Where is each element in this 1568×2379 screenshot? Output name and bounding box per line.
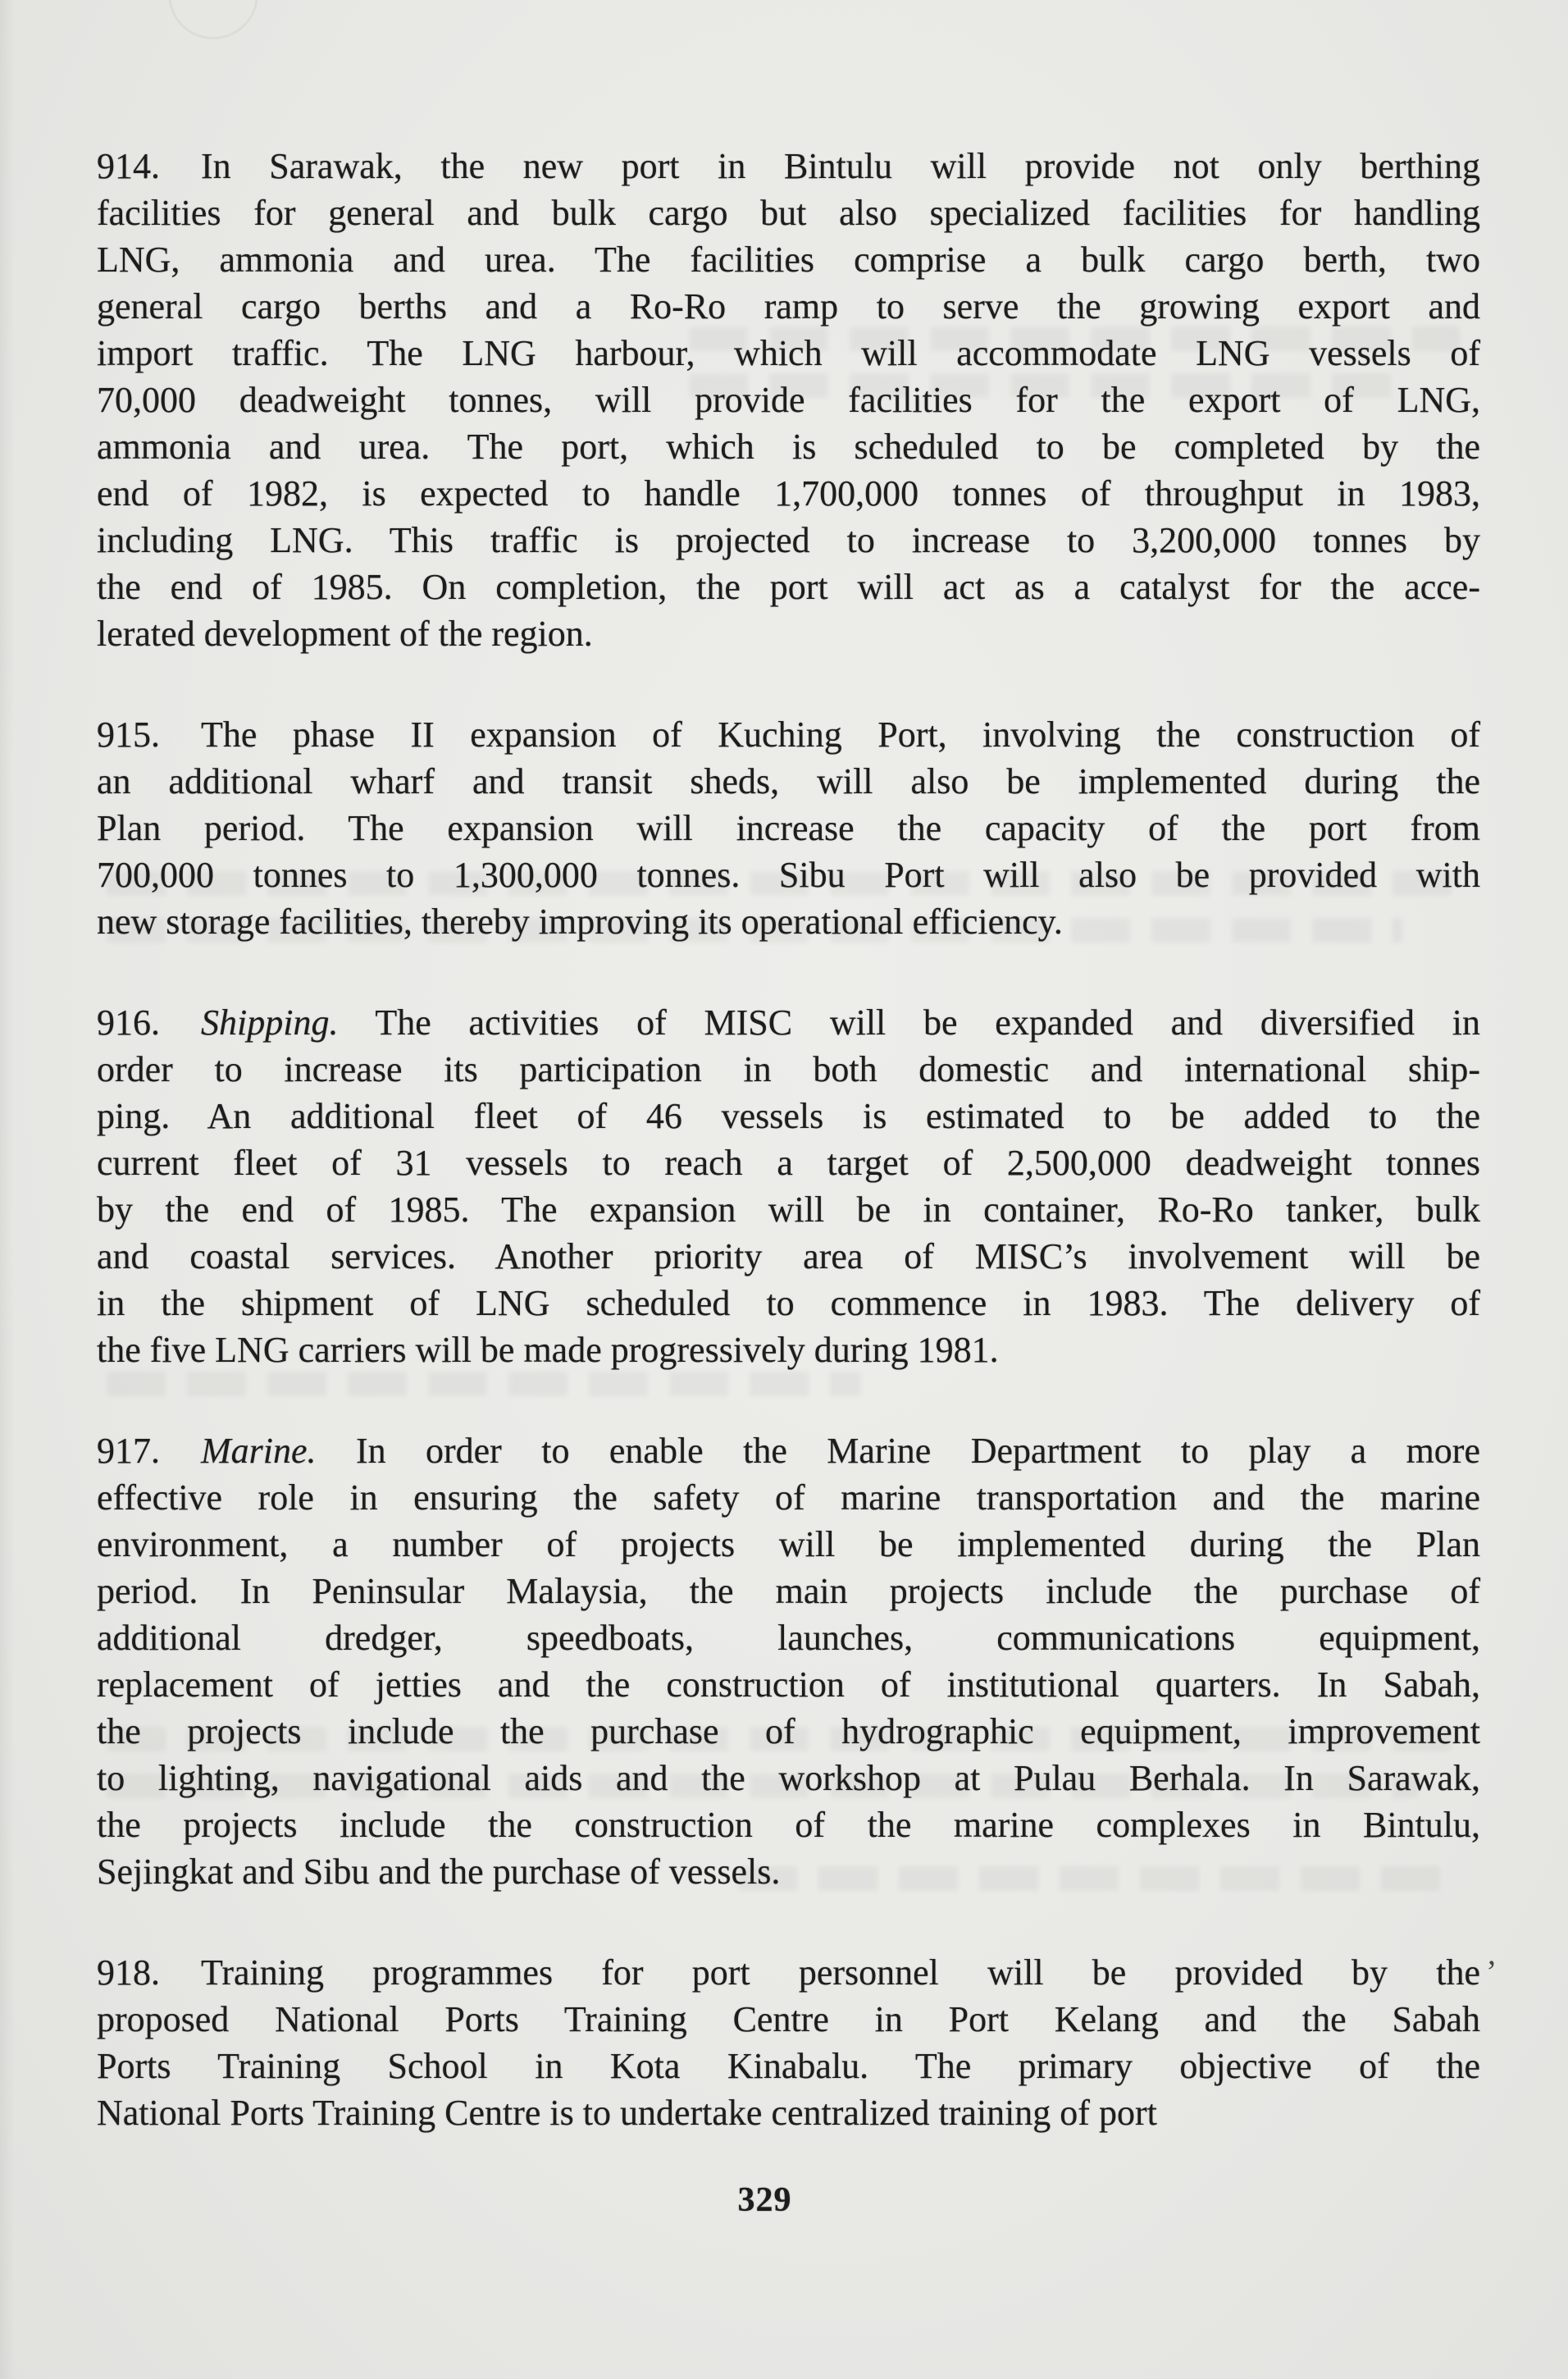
text-line: [97, 999, 1480, 1046]
text-line: [97, 1233, 1480, 1280]
text-line: [97, 1186, 1480, 1233]
text-segment: Sejingkat and Sibu and the purchase of vessels.: [97, 1852, 781, 1892]
text-segment: lerated development of the region.: [97, 614, 593, 654]
italic-term: Marine.: [201, 1431, 317, 1471]
text-line: [97, 1046, 1480, 1093]
text-segment: the five LNG carriers will be made progressively during 1981.: [97, 1330, 999, 1370]
text-line: [97, 1848, 1480, 1895]
text-segment: ammonia and urea. The port, which is scheduled to be completed by the: [97, 427, 1480, 467]
paragraph-915: [97, 711, 1480, 945]
text-line: [97, 610, 1480, 657]
stray-ink-mark: ’: [1486, 1953, 1497, 1990]
text-line: [97, 898, 1480, 945]
text-line: [97, 1326, 1480, 1373]
text-segment: the end of 1985. On completion, the port will act as a catalyst for the acce-: [97, 567, 1480, 607]
text-line: [97, 1949, 1480, 1996]
text-line: [97, 1614, 1480, 1661]
page-number: 329: [737, 2181, 792, 2219]
text-line: [97, 1996, 1480, 2043]
text-segment: National Ports Training Centre is to undertake centralized training of port: [97, 2093, 1157, 2133]
text-line: [97, 1427, 1480, 1474]
paragraph-916: [97, 999, 1480, 1373]
paragraph-917: [97, 1427, 1480, 1895]
paragraph-number: 915.: [97, 715, 160, 755]
text-line: [97, 805, 1480, 852]
text-segment: 700,000 tonnes to 1,300,000 tonnes. Sibu Port will also be provided with: [97, 855, 1480, 895]
text-segment: period. In Peninsular Malaysia, the main projects include the purchase of: [97, 1571, 1480, 1611]
text-segment: The phase II expansion of Kuching Port, involving the construction of: [201, 715, 1480, 755]
text-line: [97, 470, 1480, 517]
text-line: [97, 2043, 1480, 2089]
italic-term: Shipping.: [201, 1002, 339, 1043]
text-segment: Ports Training School in Kota Kinabalu. The primary objective of the: [97, 2046, 1480, 2086]
text-segment: to lighting, navigational aids and the workshop at Pulau Berhala. In Sarawak,: [97, 1758, 1480, 1798]
text-segment: ping. An additional fleet of 46 vessels is estimated to be added to the: [97, 1096, 1480, 1136]
text-line: [97, 377, 1480, 423]
text-block: [97, 143, 1480, 2190]
text-segment: proposed National Ports Training Centre in Port Kelang and the Sabah: [97, 1999, 1480, 2039]
text-line: [97, 143, 1480, 189]
text-line: [97, 330, 1480, 377]
text-line: [97, 1661, 1480, 1708]
text-segment: 70,000 deadweight tonnes, will provide facilities for the export of LNG,: [97, 380, 1480, 420]
text-segment: replacement of jetties and the construction of institutional quarters. In Sabah,: [97, 1664, 1480, 1705]
text-line: [97, 852, 1480, 898]
text-segment: facilities for general and bulk cargo but also specialized facilities for handling: [97, 193, 1480, 233]
text-segment: effective role in ensuring the safety of marine transportation and the marine: [97, 1477, 1480, 1518]
text-line: [97, 2089, 1480, 2136]
paragraph-number: 914.: [97, 146, 160, 186]
text-line: [97, 1280, 1480, 1326]
paragraph-number: 918.: [97, 1952, 160, 1993]
text-segment: Training programmes for port personnel will be provided by the: [201, 1952, 1480, 1993]
text-line: [97, 1568, 1480, 1614]
text-segment: an additional wharf and transit sheds, will also be implemented during the: [97, 761, 1480, 801]
text-line: [97, 236, 1480, 283]
text-segment: including LNG. This traffic is projected to increase to 3,200,000 tonnes by: [97, 520, 1480, 560]
text-segment: import traffic. The LNG harbour, which will accommodate LNG vessels of: [97, 333, 1480, 373]
text-segment: additional dredger, speedboats, launches, communications equipment,: [97, 1618, 1480, 1658]
text-segment: in the shipment of LNG scheduled to commence in 1983. The delivery of: [97, 1283, 1480, 1323]
text-segment: In Sarawak, the new port in Bintulu will provide not only berthing: [201, 146, 1480, 186]
text-segment: and coastal services. Another priority area of MISC’s involvement will be: [97, 1236, 1480, 1276]
text-segment: environment, a number of projects will be implemented during the Plan: [97, 1524, 1480, 1564]
paragraph-918: [97, 1949, 1480, 2136]
text-line: [97, 189, 1480, 236]
text-segment: The activities of MISC will be expanded and diversified in: [338, 1002, 1480, 1043]
text-line: [97, 1093, 1480, 1139]
text-line: [97, 564, 1480, 610]
text-line: [97, 1521, 1480, 1568]
text-line: [97, 711, 1480, 758]
faint-stamp-mark: [168, 0, 258, 39]
paragraph-number: 917.: [97, 1431, 160, 1471]
text-line: [97, 1474, 1480, 1521]
text-line: [97, 517, 1480, 564]
text-line: [97, 283, 1480, 330]
text-line: [97, 1755, 1480, 1801]
text-segment: LNG, ammonia and urea. The facilities comprise a bulk cargo berth, two: [97, 240, 1480, 280]
text-segment: end of 1982, is expected to handle 1,700,000 tonnes of throughput in 1983,: [97, 473, 1480, 514]
text-segment: In order to enable the Marine Department to play a more: [316, 1431, 1480, 1471]
text-line: [97, 758, 1480, 805]
paragraph-number: 916.: [97, 1002, 160, 1043]
text-segment: new storage facilities, thereby improving its operational efficiency.: [97, 902, 1063, 942]
text-line: [97, 423, 1480, 470]
text-segment: Plan period. The expansion will increase the capacity of the port from: [97, 808, 1480, 848]
text-segment: the projects include the purchase of hydrographic equipment, improvement: [97, 1711, 1480, 1751]
text-line: [97, 1139, 1480, 1186]
text-segment: current fleet of 31 vessels to reach a target of 2,500,000 deadweight tonnes: [97, 1143, 1480, 1183]
text-segment: by the end of 1985. The expansion will be in container, Ro-Ro tanker, bulk: [97, 1190, 1480, 1230]
text-segment: the projects include the construction of the marine complexes in Bintulu,: [97, 1805, 1480, 1845]
text-line: [97, 1801, 1480, 1848]
paragraph-914: [97, 143, 1480, 657]
text-segment: order to increase its participation in both domestic and international ship-: [97, 1049, 1480, 1089]
text-line: [97, 1708, 1480, 1755]
text-segment: general cargo berths and a Ro-Ro ramp to serve the growing export and: [97, 286, 1480, 326]
